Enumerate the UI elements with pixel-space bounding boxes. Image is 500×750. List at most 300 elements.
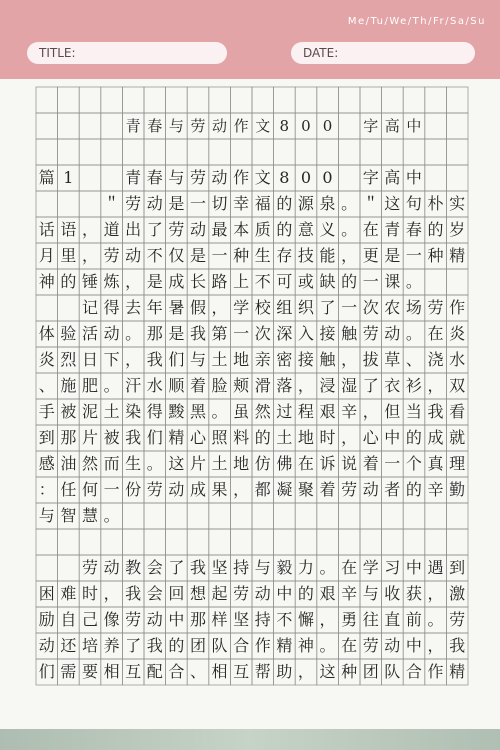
- char-cell: 在: [427, 324, 444, 343]
- char-cell: 被: [60, 402, 77, 421]
- char-cell: 岁: [449, 220, 466, 239]
- char-cell: 暑: [168, 298, 185, 317]
- char-cell: 动: [146, 194, 163, 213]
- char-cell: 青: [125, 117, 141, 135]
- char-cell: 这: [319, 662, 336, 681]
- char-cell: 触: [319, 350, 336, 369]
- char-cell: [317, 503, 339, 529]
- char-cell: 动: [168, 480, 185, 499]
- char-cell: 精: [168, 428, 185, 447]
- char-cell: 毅: [276, 558, 293, 577]
- char-cell: 我: [189, 324, 206, 343]
- char-cell: 会: [146, 584, 163, 603]
- char-cell: 。: [146, 454, 163, 473]
- char-cell: ，: [341, 428, 358, 447]
- char-cell: 衣: [384, 376, 401, 395]
- weekday-selector[interactable]: Me/Tu/We/Th/Fr/Sa/Su: [347, 16, 486, 27]
- char-cell: 劳: [189, 168, 206, 187]
- essay-line: [36, 399, 468, 425]
- char-cell: 起: [211, 584, 228, 603]
- char-cell: 是: [189, 246, 206, 265]
- char-cell: 往: [362, 610, 379, 629]
- char-cell: [187, 503, 209, 529]
- char-cell: [403, 529, 425, 555]
- char-cell: 活: [81, 324, 98, 343]
- char-cell: 那: [189, 610, 206, 629]
- char-cell: [446, 139, 468, 165]
- char-cell: 可: [276, 272, 293, 291]
- char-cell: [274, 87, 296, 113]
- char-cell: ，: [427, 636, 444, 655]
- char-cell: 去: [125, 298, 142, 317]
- char-cell: 作: [254, 636, 271, 655]
- char-cell: 地: [297, 428, 314, 447]
- essay-line: [36, 633, 468, 659]
- char-cell: [252, 529, 274, 555]
- char-cell: [58, 113, 80, 139]
- char-cell: 源: [297, 194, 314, 213]
- char-cell: 的: [427, 220, 444, 239]
- char-cell: 春: [147, 117, 163, 135]
- char-cell: 了: [125, 636, 142, 655]
- char-cell: 里: [60, 246, 77, 265]
- char-cell: 篇: [38, 168, 55, 187]
- char-cell: 时: [319, 428, 336, 447]
- char-cell: 春: [405, 220, 422, 239]
- char-cell: 意: [297, 220, 314, 239]
- char-cell: 我: [449, 636, 466, 655]
- char-cell: 一: [384, 454, 401, 473]
- char-cell: ，: [103, 584, 120, 603]
- char-cell: 1: [63, 168, 74, 187]
- char-cell: 青: [125, 168, 142, 187]
- char-cell: 湿: [341, 376, 358, 395]
- char-cell: [382, 87, 404, 113]
- essay-line: [36, 113, 468, 139]
- essay-line: [36, 347, 468, 373]
- essay-line: [36, 295, 468, 321]
- char-cell: 然: [254, 402, 271, 421]
- char-cell: 一: [103, 480, 120, 499]
- char-cell: 0: [300, 168, 312, 187]
- char-cell: 虽: [233, 402, 250, 421]
- char-cell: [122, 529, 144, 555]
- char-cell: 上: [233, 272, 250, 291]
- char-cell: 我: [146, 350, 163, 369]
- essay-line: [36, 659, 468, 685]
- char-cell: [36, 529, 58, 555]
- char-cell: 存: [276, 246, 293, 265]
- char-cell: [425, 139, 447, 165]
- char-cell: 作: [449, 298, 466, 317]
- char-cell: 接: [319, 324, 336, 343]
- char-cell: 着: [319, 480, 336, 499]
- char-cell: 力: [297, 558, 314, 577]
- char-cell: 片: [81, 428, 98, 447]
- char-cell: 一: [189, 194, 206, 213]
- char-cell: 落: [276, 376, 293, 395]
- char-cell: 养: [103, 636, 120, 655]
- char-cell: ＂: [103, 194, 120, 213]
- char-cell: 高: [384, 168, 401, 187]
- char-cell: 神: [297, 636, 314, 655]
- char-cell: 而: [103, 454, 120, 473]
- char-cell: [446, 269, 468, 295]
- char-cell: 劳: [103, 246, 120, 265]
- char-cell: 。: [319, 636, 336, 655]
- char-cell: 程: [297, 402, 314, 421]
- char-cell: [58, 295, 80, 321]
- char-cell: 我: [125, 584, 142, 603]
- char-cell: 还: [60, 636, 77, 655]
- date-field[interactable]: [291, 42, 475, 64]
- char-cell: 仿: [254, 454, 271, 473]
- char-cell: [317, 139, 339, 165]
- char-cell: 文: [254, 168, 271, 187]
- char-cell: 直: [384, 610, 401, 629]
- char-cell: 土: [103, 402, 120, 421]
- char-cell: [209, 529, 231, 555]
- char-cell: 动: [38, 636, 55, 655]
- char-cell: [446, 113, 468, 139]
- char-cell: [230, 503, 252, 529]
- char-cell: 勤: [449, 480, 466, 499]
- essay-line: [36, 451, 468, 477]
- char-cell: 帮: [254, 662, 271, 681]
- char-cell: [209, 503, 231, 529]
- essay-line: [36, 555, 468, 581]
- char-cell: 想: [189, 584, 206, 603]
- char-cell: 黑: [189, 402, 206, 421]
- char-cell: 字: [363, 117, 379, 135]
- char-cell: ，: [125, 350, 142, 369]
- char-cell: 验: [60, 324, 77, 343]
- char-cell: 中: [384, 428, 401, 447]
- char-cell: 。: [103, 376, 120, 395]
- char-cell: 自: [60, 610, 77, 629]
- char-cell: 精: [276, 636, 293, 655]
- char-cell: 水: [146, 376, 163, 395]
- char-cell: 习: [384, 558, 401, 577]
- char-cell: [58, 191, 80, 217]
- char-cell: 们: [38, 662, 55, 681]
- char-cell: 得: [103, 298, 120, 317]
- char-cell: 片: [189, 454, 206, 473]
- char-cell: 相: [103, 662, 120, 681]
- char-cell: 劳: [362, 636, 379, 655]
- char-cell: 团: [189, 636, 206, 655]
- char-cell: [446, 165, 468, 191]
- char-cell: 佛: [276, 454, 293, 473]
- char-cell: 动: [254, 584, 271, 603]
- char-cell: 触: [341, 324, 358, 343]
- char-cell: 是: [168, 194, 185, 213]
- essay-line: [36, 243, 468, 269]
- essay-line: [36, 165, 468, 191]
- char-cell: 看: [449, 402, 466, 421]
- char-cell: [425, 87, 447, 113]
- char-cell: 劳: [341, 480, 358, 499]
- char-cell: 汗: [125, 376, 142, 395]
- char-cell: 泉: [319, 194, 336, 213]
- char-cell: 浸: [319, 376, 336, 395]
- char-cell: 。: [341, 194, 358, 213]
- char-cell: 中: [405, 636, 422, 655]
- char-cell: [317, 87, 339, 113]
- char-cell: 与: [189, 350, 206, 369]
- char-cell: 劳: [449, 610, 466, 629]
- char-cell: 场: [405, 298, 422, 317]
- char-cell: 一: [341, 298, 358, 317]
- char-cell: 中: [168, 610, 185, 629]
- char-cell: [295, 139, 317, 165]
- char-cell: 然: [81, 454, 98, 473]
- essay-line: [36, 321, 468, 347]
- char-cell: 的: [405, 480, 422, 499]
- char-cell: 0: [301, 117, 311, 135]
- char-cell: 作: [233, 168, 250, 187]
- char-cell: 何: [81, 480, 98, 499]
- char-cell: [122, 87, 144, 113]
- char-cell: 假: [189, 298, 206, 317]
- char-cell: 遇: [427, 558, 444, 577]
- char-cell: ，: [81, 246, 98, 265]
- char-cell: 0: [322, 117, 333, 135]
- title-field[interactable]: [27, 42, 227, 64]
- char-cell: [360, 87, 382, 113]
- char-cell: 坚: [211, 558, 228, 577]
- char-cell: [101, 139, 123, 165]
- char-cell: [382, 139, 404, 165]
- char-cell: [144, 529, 166, 555]
- char-cell: [166, 87, 188, 113]
- char-cell: 我: [125, 428, 142, 447]
- char-cell: 被: [103, 428, 120, 447]
- char-cell: 互: [125, 662, 142, 681]
- char-cell: [274, 529, 296, 555]
- char-cell: 了: [319, 298, 336, 317]
- char-cell: ，: [233, 480, 250, 499]
- char-cell: 在: [341, 558, 358, 577]
- char-cell: 语: [60, 220, 77, 239]
- char-cell: 相: [211, 662, 228, 681]
- char-cell: 课: [384, 272, 401, 291]
- char-cell: 烈: [60, 350, 77, 369]
- char-cell: 动: [211, 168, 228, 187]
- char-cell: 施: [60, 376, 77, 395]
- char-cell: 队: [384, 662, 401, 681]
- char-cell: 炎: [38, 350, 55, 369]
- char-cell: 中: [405, 558, 422, 577]
- char-cell: [425, 113, 447, 139]
- char-cell: 、: [38, 376, 55, 395]
- char-cell: 坚: [233, 610, 250, 629]
- char-cell: 持: [233, 558, 250, 577]
- char-cell: 的: [405, 428, 422, 447]
- char-cell: 说: [341, 454, 358, 473]
- char-cell: 劳: [427, 298, 444, 317]
- char-cell: 炎: [449, 324, 466, 343]
- char-cell: [79, 165, 101, 191]
- char-cell: [446, 529, 468, 555]
- char-cell: 是: [146, 272, 163, 291]
- char-cell: 动: [384, 636, 401, 655]
- char-cell: [252, 87, 274, 113]
- char-cell: [58, 139, 80, 165]
- char-cell: 本: [233, 220, 250, 239]
- char-cell: 颊: [233, 376, 250, 395]
- char-cell: [230, 529, 252, 555]
- char-cell: 校: [254, 298, 271, 317]
- char-cell: 队: [211, 636, 228, 655]
- char-cell: 劳: [362, 324, 379, 343]
- grid-paper: [0, 79, 500, 729]
- char-cell: [382, 503, 404, 529]
- char-cell: 草: [384, 350, 401, 369]
- char-cell: [36, 555, 58, 581]
- char-cell: 持: [254, 610, 271, 629]
- char-cell: 更: [362, 246, 379, 265]
- char-cell: [58, 555, 80, 581]
- char-cell: 合: [405, 662, 422, 681]
- char-cell: 土: [276, 428, 293, 447]
- char-cell: ，: [427, 584, 444, 603]
- char-cell: 双: [449, 376, 466, 395]
- char-cell: 次: [362, 298, 379, 317]
- char-cell: 劳: [146, 480, 163, 499]
- char-cell: 懈: [297, 610, 314, 629]
- char-cell: 能: [319, 246, 336, 265]
- char-cell: 在: [341, 636, 358, 655]
- char-cell: 滑: [254, 376, 271, 395]
- char-cell: 。: [103, 506, 120, 525]
- char-cell: 与: [38, 506, 55, 525]
- char-cell: 配: [146, 662, 163, 681]
- char-cell: 缺: [319, 272, 336, 291]
- char-cell: 话: [38, 220, 55, 239]
- char-cell: 切: [211, 194, 228, 213]
- char-cell: 了: [168, 558, 185, 577]
- char-cell: 一: [362, 272, 379, 291]
- char-cell: [101, 87, 123, 113]
- char-cell: 得: [146, 402, 163, 421]
- char-cell: 字: [362, 168, 379, 187]
- char-cell: 农: [384, 298, 401, 317]
- char-cell: 到: [38, 428, 55, 447]
- char-cell: 当: [405, 402, 422, 421]
- char-cell: [122, 503, 144, 529]
- char-cell: [79, 139, 101, 165]
- char-cell: 或: [297, 272, 314, 291]
- char-cell: 朴: [427, 194, 444, 213]
- char-cell: 衫: [405, 376, 422, 395]
- char-cell: 份: [125, 480, 142, 499]
- char-cell: 个: [405, 454, 422, 473]
- char-cell: [252, 503, 274, 529]
- char-cell: 次: [254, 324, 271, 343]
- char-cell: 。: [125, 324, 142, 343]
- char-cell: 动: [125, 246, 142, 265]
- char-cell: 不: [146, 246, 163, 265]
- char-cell: 难: [60, 584, 77, 603]
- char-cell: [360, 139, 382, 165]
- char-cell: [58, 87, 80, 113]
- char-cell: 日: [81, 350, 98, 369]
- char-cell: 精: [449, 662, 466, 681]
- char-cell: [338, 165, 360, 191]
- char-cell: ，: [125, 272, 142, 291]
- char-cell: 心: [362, 428, 379, 447]
- char-cell: 土: [211, 350, 228, 369]
- char-cell: 中: [406, 117, 422, 135]
- char-cell: 像: [103, 610, 120, 629]
- char-cell: 动: [103, 324, 120, 343]
- char-cell: [187, 139, 209, 165]
- char-cell: [338, 87, 360, 113]
- char-cell: 泥: [81, 402, 98, 421]
- char-cell: 成: [427, 428, 444, 447]
- char-cell: [425, 165, 447, 191]
- char-cell: 互: [233, 662, 250, 681]
- essay-line: [36, 477, 468, 503]
- char-cell: 春: [146, 168, 163, 187]
- char-cell: [122, 139, 144, 165]
- char-cell: 激: [449, 584, 466, 603]
- char-cell: 仅: [168, 246, 185, 265]
- char-cell: 地: [233, 350, 250, 369]
- char-cell: 劳: [233, 584, 250, 603]
- char-cell: 技: [297, 246, 314, 265]
- char-cell: 合: [168, 662, 185, 681]
- char-cell: 回: [168, 584, 185, 603]
- char-cell: [79, 87, 101, 113]
- char-cell: 困: [38, 584, 55, 603]
- char-cell: 义: [319, 220, 336, 239]
- char-cell: 教: [125, 558, 142, 577]
- char-cell: [230, 139, 252, 165]
- char-cell: [36, 139, 58, 165]
- char-cell: 要: [81, 662, 98, 681]
- char-cell: [403, 139, 425, 165]
- char-cell: 出: [125, 220, 142, 239]
- char-cell: 组: [276, 298, 293, 317]
- char-cell: 助: [276, 662, 293, 681]
- essay-line: [36, 191, 468, 217]
- char-cell: 下: [103, 350, 120, 369]
- char-cell: 辛: [341, 402, 358, 421]
- char-cell: 们: [146, 428, 163, 447]
- essay-line: [36, 581, 468, 607]
- char-cell: ，: [362, 402, 379, 421]
- char-cell: 最: [211, 220, 228, 239]
- char-cell: 那: [146, 324, 163, 343]
- essay-line: [36, 529, 468, 555]
- char-cell: [274, 503, 296, 529]
- char-cell: 中: [405, 168, 422, 187]
- char-cell: 8: [279, 117, 290, 135]
- char-cell: 动: [189, 220, 206, 239]
- char-cell: 。: [405, 272, 422, 291]
- char-cell: 慧: [81, 506, 98, 525]
- char-cell: 过: [276, 402, 293, 421]
- char-cell: 路: [211, 272, 228, 291]
- char-cell: [58, 529, 80, 555]
- char-cell: 我: [189, 558, 206, 577]
- char-cell: [79, 191, 101, 217]
- char-cell: 的: [254, 428, 271, 447]
- char-cell: 一: [233, 324, 250, 343]
- char-cell: 。: [211, 402, 228, 421]
